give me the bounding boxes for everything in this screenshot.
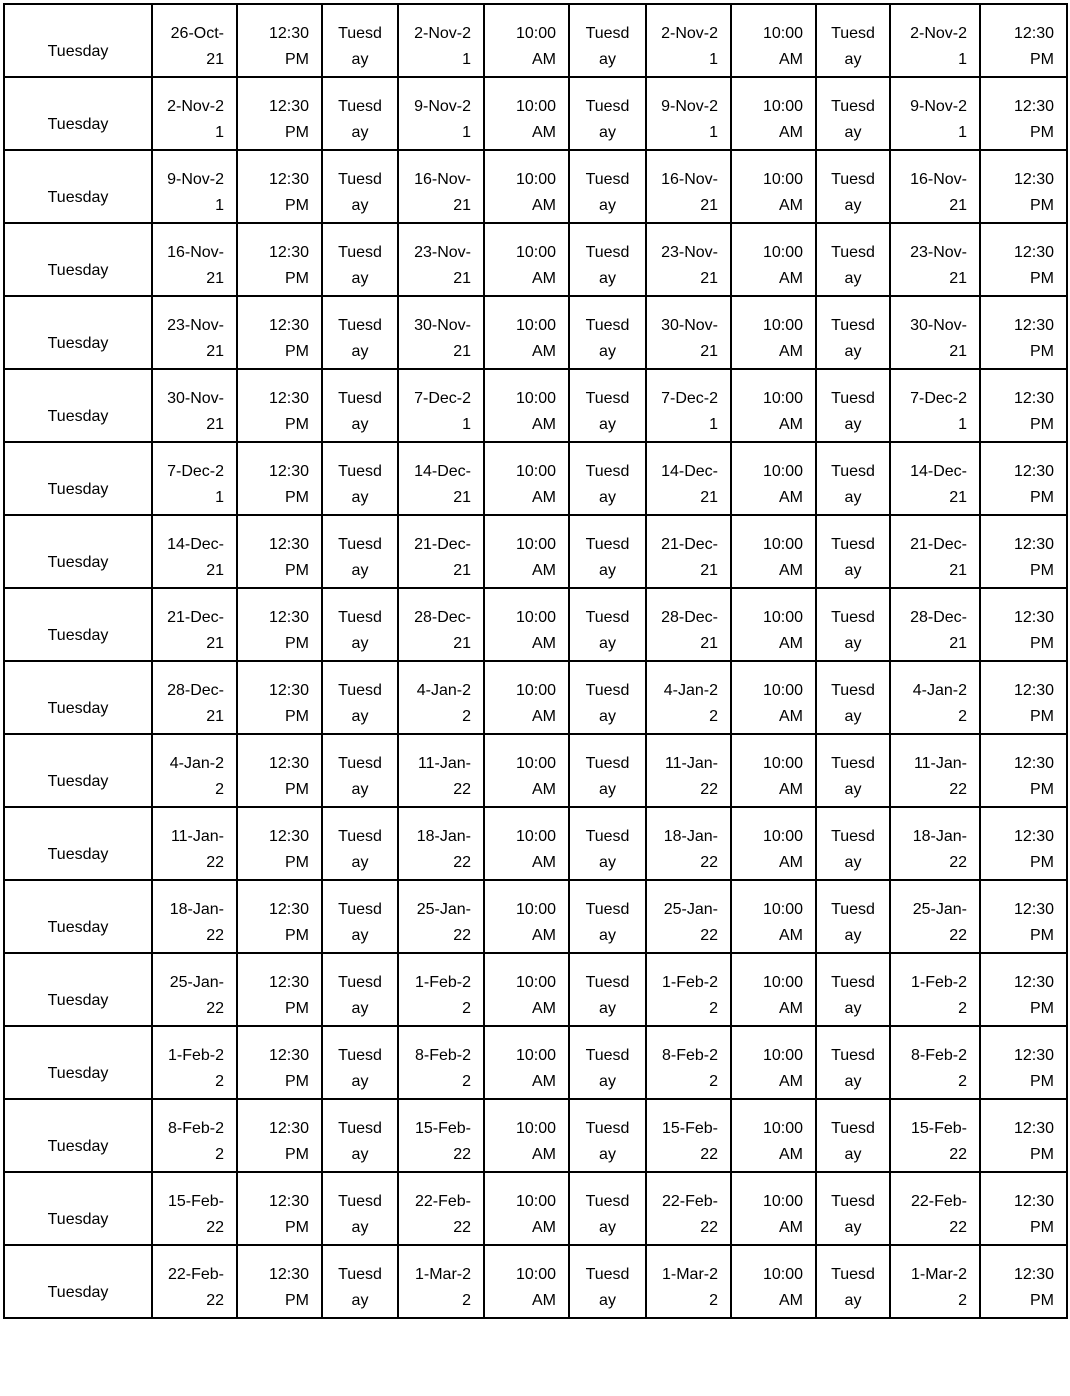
cell-date-4: 18-Jan- 22 bbox=[890, 807, 980, 880]
cell-weekday-4: Tuesd ay bbox=[816, 734, 890, 807]
cell-date-3: 11-Jan- 22 bbox=[646, 734, 731, 807]
cell-date-3: 8-Feb-2 2 bbox=[646, 1026, 731, 1099]
cell-date-2: 2-Nov-2 1 bbox=[398, 4, 484, 77]
cell-time-2: 10:00 AM bbox=[484, 880, 569, 953]
cell-date-4: 22-Feb- 22 bbox=[890, 1172, 980, 1245]
cell-date-2: 8-Feb-2 2 bbox=[398, 1026, 484, 1099]
cell-weekday-1: Tuesday bbox=[4, 953, 152, 1026]
cell-weekday-2: Tuesd ay bbox=[322, 369, 398, 442]
cell-date-4: 2-Nov-2 1 bbox=[890, 4, 980, 77]
cell-weekday-1: Tuesday bbox=[4, 880, 152, 953]
cell-time-1: 12:30 PM bbox=[237, 77, 322, 150]
cell-time-2: 10:00 AM bbox=[484, 369, 569, 442]
cell-weekday-2: Tuesd ay bbox=[322, 1245, 398, 1318]
cell-time-3: 10:00 AM bbox=[731, 807, 816, 880]
cell-date-1: 9-Nov-2 1 bbox=[152, 150, 237, 223]
cell-date-1: 7-Dec-2 1 bbox=[152, 442, 237, 515]
table-row bbox=[4, 953, 1067, 1026]
cell-weekday-3: Tuesd ay bbox=[569, 4, 646, 77]
cell-weekday-4: Tuesd ay bbox=[816, 1026, 890, 1099]
cell-date-1: 21-Dec- 21 bbox=[152, 588, 237, 661]
cell-time-3: 10:00 AM bbox=[731, 734, 816, 807]
cell-weekday-2: Tuesd ay bbox=[322, 1172, 398, 1245]
cell-time-4: 12:30 PM bbox=[980, 953, 1067, 1026]
cell-date-1: 28-Dec- 21 bbox=[152, 661, 237, 734]
cell-date-1: 30-Nov- 21 bbox=[152, 369, 237, 442]
cell-time-4: 12:30 PM bbox=[980, 880, 1067, 953]
cell-date-3: 25-Jan- 22 bbox=[646, 880, 731, 953]
cell-time-3: 10:00 AM bbox=[731, 1026, 816, 1099]
cell-date-3: 21-Dec- 21 bbox=[646, 515, 731, 588]
cell-time-4: 12:30 PM bbox=[980, 223, 1067, 296]
cell-weekday-1: Tuesday bbox=[4, 515, 152, 588]
cell-date-3: 1-Mar-2 2 bbox=[646, 1245, 731, 1318]
cell-date-2: 30-Nov- 21 bbox=[398, 296, 484, 369]
cell-date-2: 28-Dec- 21 bbox=[398, 588, 484, 661]
cell-time-1: 12:30 PM bbox=[237, 150, 322, 223]
cell-date-3: 16-Nov- 21 bbox=[646, 150, 731, 223]
cell-time-2: 10:00 AM bbox=[484, 734, 569, 807]
cell-weekday-3: Tuesd ay bbox=[569, 880, 646, 953]
cell-weekday-1: Tuesday bbox=[4, 588, 152, 661]
cell-date-4: 9-Nov-2 1 bbox=[890, 77, 980, 150]
cell-time-3: 10:00 AM bbox=[731, 1172, 816, 1245]
cell-time-1: 12:30 PM bbox=[237, 1099, 322, 1172]
table-row bbox=[4, 1245, 1067, 1318]
cell-time-4: 12:30 PM bbox=[980, 442, 1067, 515]
table-row bbox=[4, 734, 1067, 807]
cell-time-4: 12:30 PM bbox=[980, 515, 1067, 588]
schedule-body bbox=[4, 4, 1067, 1318]
table-row bbox=[4, 661, 1067, 734]
cell-time-3: 10:00 AM bbox=[731, 588, 816, 661]
cell-date-3: 14-Dec- 21 bbox=[646, 442, 731, 515]
cell-weekday-2: Tuesd ay bbox=[322, 4, 398, 77]
cell-date-4: 21-Dec- 21 bbox=[890, 515, 980, 588]
cell-time-1: 12:30 PM bbox=[237, 880, 322, 953]
cell-date-1: 26-Oct- 21 bbox=[152, 4, 237, 77]
cell-time-2: 10:00 AM bbox=[484, 807, 569, 880]
table-row bbox=[4, 369, 1067, 442]
table-row bbox=[4, 515, 1067, 588]
table-row bbox=[4, 150, 1067, 223]
cell-weekday-4: Tuesd ay bbox=[816, 150, 890, 223]
cell-date-2: 21-Dec- 21 bbox=[398, 515, 484, 588]
cell-date-2: 1-Mar-2 2 bbox=[398, 1245, 484, 1318]
cell-weekday-1: Tuesday bbox=[4, 1245, 152, 1318]
cell-time-2: 10:00 AM bbox=[484, 442, 569, 515]
cell-date-2: 9-Nov-2 1 bbox=[398, 77, 484, 150]
cell-date-4: 30-Nov- 21 bbox=[890, 296, 980, 369]
cell-time-4: 12:30 PM bbox=[980, 296, 1067, 369]
cell-weekday-2: Tuesd ay bbox=[322, 661, 398, 734]
cell-date-4: 11-Jan- 22 bbox=[890, 734, 980, 807]
cell-date-2: 7-Dec-2 1 bbox=[398, 369, 484, 442]
cell-time-4: 12:30 PM bbox=[980, 661, 1067, 734]
cell-weekday-4: Tuesd ay bbox=[816, 588, 890, 661]
cell-weekday-2: Tuesd ay bbox=[322, 1099, 398, 1172]
cell-weekday-3: Tuesd ay bbox=[569, 807, 646, 880]
cell-weekday-3: Tuesd ay bbox=[569, 296, 646, 369]
cell-time-3: 10:00 AM bbox=[731, 880, 816, 953]
table-row bbox=[4, 4, 1067, 77]
cell-time-2: 10:00 AM bbox=[484, 1245, 569, 1318]
cell-weekday-1: Tuesday bbox=[4, 1099, 152, 1172]
cell-date-4: 23-Nov- 21 bbox=[890, 223, 980, 296]
cell-time-4: 12:30 PM bbox=[980, 150, 1067, 223]
cell-weekday-1: Tuesday bbox=[4, 442, 152, 515]
cell-weekday-1: Tuesday bbox=[4, 223, 152, 296]
cell-time-3: 10:00 AM bbox=[731, 515, 816, 588]
cell-weekday-2: Tuesd ay bbox=[322, 880, 398, 953]
cell-weekday-2: Tuesd ay bbox=[322, 953, 398, 1026]
cell-time-2: 10:00 AM bbox=[484, 1026, 569, 1099]
cell-weekday-1: Tuesday bbox=[4, 807, 152, 880]
cell-time-3: 10:00 AM bbox=[731, 442, 816, 515]
cell-date-3: 9-Nov-2 1 bbox=[646, 77, 731, 150]
cell-weekday-1: Tuesday bbox=[4, 150, 152, 223]
cell-date-1: 2-Nov-2 1 bbox=[152, 77, 237, 150]
cell-time-1: 12:30 PM bbox=[237, 515, 322, 588]
cell-time-3: 10:00 AM bbox=[731, 4, 816, 77]
schedule-table bbox=[3, 3, 1068, 1319]
cell-date-2: 16-Nov- 21 bbox=[398, 150, 484, 223]
cell-weekday-4: Tuesd ay bbox=[816, 661, 890, 734]
table-row bbox=[4, 1099, 1067, 1172]
cell-date-3: 1-Feb-2 2 bbox=[646, 953, 731, 1026]
cell-weekday-1: Tuesday bbox=[4, 77, 152, 150]
cell-weekday-3: Tuesd ay bbox=[569, 661, 646, 734]
cell-weekday-2: Tuesd ay bbox=[322, 223, 398, 296]
cell-date-4: 7-Dec-2 1 bbox=[890, 369, 980, 442]
cell-time-2: 10:00 AM bbox=[484, 77, 569, 150]
cell-time-4: 12:30 PM bbox=[980, 369, 1067, 442]
cell-date-1: 23-Nov- 21 bbox=[152, 296, 237, 369]
cell-time-2: 10:00 AM bbox=[484, 515, 569, 588]
cell-weekday-4: Tuesd ay bbox=[816, 515, 890, 588]
cell-weekday-2: Tuesd ay bbox=[322, 588, 398, 661]
cell-time-1: 12:30 PM bbox=[237, 296, 322, 369]
cell-time-4: 12:30 PM bbox=[980, 77, 1067, 150]
cell-time-4: 12:30 PM bbox=[980, 734, 1067, 807]
cell-date-4: 8-Feb-2 2 bbox=[890, 1026, 980, 1099]
cell-weekday-1: Tuesday bbox=[4, 661, 152, 734]
cell-time-3: 10:00 AM bbox=[731, 296, 816, 369]
cell-time-4: 12:30 PM bbox=[980, 1026, 1067, 1099]
cell-date-4: 1-Feb-2 2 bbox=[890, 953, 980, 1026]
cell-weekday-3: Tuesd ay bbox=[569, 223, 646, 296]
cell-date-2: 25-Jan- 22 bbox=[398, 880, 484, 953]
cell-time-2: 10:00 AM bbox=[484, 588, 569, 661]
cell-time-1: 12:30 PM bbox=[237, 953, 322, 1026]
cell-date-4: 15-Feb- 22 bbox=[890, 1099, 980, 1172]
table-row bbox=[4, 1172, 1067, 1245]
table-row bbox=[4, 807, 1067, 880]
cell-weekday-4: Tuesd ay bbox=[816, 369, 890, 442]
cell-time-3: 10:00 AM bbox=[731, 77, 816, 150]
cell-date-3: 2-Nov-2 1 bbox=[646, 4, 731, 77]
cell-weekday-4: Tuesd ay bbox=[816, 223, 890, 296]
table-row bbox=[4, 223, 1067, 296]
cell-date-1: 14-Dec- 21 bbox=[152, 515, 237, 588]
cell-date-3: 4-Jan-2 2 bbox=[646, 661, 731, 734]
cell-weekday-4: Tuesd ay bbox=[816, 953, 890, 1026]
cell-date-3: 23-Nov- 21 bbox=[646, 223, 731, 296]
cell-time-2: 10:00 AM bbox=[484, 953, 569, 1026]
table-row bbox=[4, 296, 1067, 369]
cell-date-4: 28-Dec- 21 bbox=[890, 588, 980, 661]
cell-weekday-3: Tuesd ay bbox=[569, 77, 646, 150]
cell-time-1: 12:30 PM bbox=[237, 1245, 322, 1318]
cell-date-3: 15-Feb- 22 bbox=[646, 1099, 731, 1172]
cell-weekday-3: Tuesd ay bbox=[569, 1245, 646, 1318]
cell-weekday-4: Tuesd ay bbox=[816, 4, 890, 77]
cell-weekday-1: Tuesday bbox=[4, 369, 152, 442]
cell-date-4: 4-Jan-2 2 bbox=[890, 661, 980, 734]
cell-time-4: 12:30 PM bbox=[980, 1099, 1067, 1172]
cell-time-1: 12:30 PM bbox=[237, 807, 322, 880]
cell-time-1: 12:30 PM bbox=[237, 442, 322, 515]
cell-weekday-4: Tuesd ay bbox=[816, 77, 890, 150]
cell-weekday-1: Tuesday bbox=[4, 1026, 152, 1099]
cell-weekday-2: Tuesd ay bbox=[322, 442, 398, 515]
cell-time-1: 12:30 PM bbox=[237, 369, 322, 442]
cell-time-3: 10:00 AM bbox=[731, 953, 816, 1026]
cell-weekday-1: Tuesday bbox=[4, 734, 152, 807]
cell-time-1: 12:30 PM bbox=[237, 661, 322, 734]
cell-weekday-2: Tuesd ay bbox=[322, 807, 398, 880]
cell-weekday-3: Tuesd ay bbox=[569, 442, 646, 515]
cell-date-1: 8-Feb-2 2 bbox=[152, 1099, 237, 1172]
cell-weekday-4: Tuesd ay bbox=[816, 296, 890, 369]
cell-time-2: 10:00 AM bbox=[484, 150, 569, 223]
cell-weekday-3: Tuesd ay bbox=[569, 953, 646, 1026]
cell-date-1: 22-Feb- 22 bbox=[152, 1245, 237, 1318]
cell-time-4: 12:30 PM bbox=[980, 1172, 1067, 1245]
cell-date-2: 22-Feb- 22 bbox=[398, 1172, 484, 1245]
cell-time-3: 10:00 AM bbox=[731, 1099, 816, 1172]
cell-date-1: 18-Jan- 22 bbox=[152, 880, 237, 953]
cell-date-1: 11-Jan- 22 bbox=[152, 807, 237, 880]
cell-time-1: 12:30 PM bbox=[237, 223, 322, 296]
cell-time-2: 10:00 AM bbox=[484, 1099, 569, 1172]
cell-date-4: 16-Nov- 21 bbox=[890, 150, 980, 223]
cell-date-1: 25-Jan- 22 bbox=[152, 953, 237, 1026]
cell-date-4: 14-Dec- 21 bbox=[890, 442, 980, 515]
cell-weekday-4: Tuesd ay bbox=[816, 807, 890, 880]
cell-time-3: 10:00 AM bbox=[731, 661, 816, 734]
cell-time-2: 10:00 AM bbox=[484, 1172, 569, 1245]
cell-weekday-1: Tuesday bbox=[4, 296, 152, 369]
cell-date-2: 14-Dec- 21 bbox=[398, 442, 484, 515]
cell-weekday-1: Tuesday bbox=[4, 4, 152, 77]
cell-weekday-2: Tuesd ay bbox=[322, 515, 398, 588]
cell-date-2: 4-Jan-2 2 bbox=[398, 661, 484, 734]
cell-time-1: 12:30 PM bbox=[237, 1172, 322, 1245]
cell-weekday-4: Tuesd ay bbox=[816, 1099, 890, 1172]
cell-time-3: 10:00 AM bbox=[731, 1245, 816, 1318]
cell-time-1: 12:30 PM bbox=[237, 4, 322, 77]
cell-date-2: 23-Nov- 21 bbox=[398, 223, 484, 296]
cell-weekday-2: Tuesd ay bbox=[322, 734, 398, 807]
cell-time-2: 10:00 AM bbox=[484, 661, 569, 734]
cell-weekday-3: Tuesd ay bbox=[569, 150, 646, 223]
cell-weekday-2: Tuesd ay bbox=[322, 77, 398, 150]
table-row bbox=[4, 880, 1067, 953]
cell-weekday-3: Tuesd ay bbox=[569, 1099, 646, 1172]
cell-date-1: 4-Jan-2 2 bbox=[152, 734, 237, 807]
cell-time-3: 10:00 AM bbox=[731, 369, 816, 442]
cell-date-2: 15-Feb- 22 bbox=[398, 1099, 484, 1172]
table-row bbox=[4, 77, 1067, 150]
cell-weekday-3: Tuesd ay bbox=[569, 369, 646, 442]
cell-weekday-3: Tuesd ay bbox=[569, 1172, 646, 1245]
table-row bbox=[4, 588, 1067, 661]
cell-weekday-4: Tuesd ay bbox=[816, 880, 890, 953]
cell-time-4: 12:30 PM bbox=[980, 1245, 1067, 1318]
cell-date-1: 15-Feb- 22 bbox=[152, 1172, 237, 1245]
table-row bbox=[4, 442, 1067, 515]
cell-date-4: 1-Mar-2 2 bbox=[890, 1245, 980, 1318]
cell-weekday-3: Tuesd ay bbox=[569, 515, 646, 588]
cell-date-4: 25-Jan- 22 bbox=[890, 880, 980, 953]
cell-date-3: 7-Dec-2 1 bbox=[646, 369, 731, 442]
cell-weekday-3: Tuesd ay bbox=[569, 1026, 646, 1099]
cell-time-1: 12:30 PM bbox=[237, 1026, 322, 1099]
cell-weekday-4: Tuesd ay bbox=[816, 1245, 890, 1318]
cell-weekday-3: Tuesd ay bbox=[569, 734, 646, 807]
cell-date-3: 30-Nov- 21 bbox=[646, 296, 731, 369]
cell-time-1: 12:30 PM bbox=[237, 734, 322, 807]
cell-weekday-2: Tuesd ay bbox=[322, 150, 398, 223]
cell-date-3: 28-Dec- 21 bbox=[646, 588, 731, 661]
cell-weekday-4: Tuesd ay bbox=[816, 442, 890, 515]
cell-weekday-1: Tuesday bbox=[4, 1172, 152, 1245]
cell-date-3: 18-Jan- 22 bbox=[646, 807, 731, 880]
table-row bbox=[4, 1026, 1067, 1099]
cell-time-1: 12:30 PM bbox=[237, 588, 322, 661]
cell-weekday-4: Tuesd ay bbox=[816, 1172, 890, 1245]
cell-time-4: 12:30 PM bbox=[980, 588, 1067, 661]
cell-weekday-2: Tuesd ay bbox=[322, 296, 398, 369]
cell-time-2: 10:00 AM bbox=[484, 296, 569, 369]
cell-date-2: 1-Feb-2 2 bbox=[398, 953, 484, 1026]
cell-time-4: 12:30 PM bbox=[980, 4, 1067, 77]
cell-time-2: 10:00 AM bbox=[484, 4, 569, 77]
cell-time-4: 12:30 PM bbox=[980, 807, 1067, 880]
cell-date-2: 18-Jan- 22 bbox=[398, 807, 484, 880]
cell-weekday-2: Tuesd ay bbox=[322, 1026, 398, 1099]
cell-time-3: 10:00 AM bbox=[731, 150, 816, 223]
cell-date-2: 11-Jan- 22 bbox=[398, 734, 484, 807]
cell-date-1: 1-Feb-2 2 bbox=[152, 1026, 237, 1099]
cell-time-3: 10:00 AM bbox=[731, 223, 816, 296]
cell-date-1: 16-Nov- 21 bbox=[152, 223, 237, 296]
cell-time-2: 10:00 AM bbox=[484, 223, 569, 296]
cell-date-3: 22-Feb- 22 bbox=[646, 1172, 731, 1245]
cell-weekday-3: Tuesd ay bbox=[569, 588, 646, 661]
